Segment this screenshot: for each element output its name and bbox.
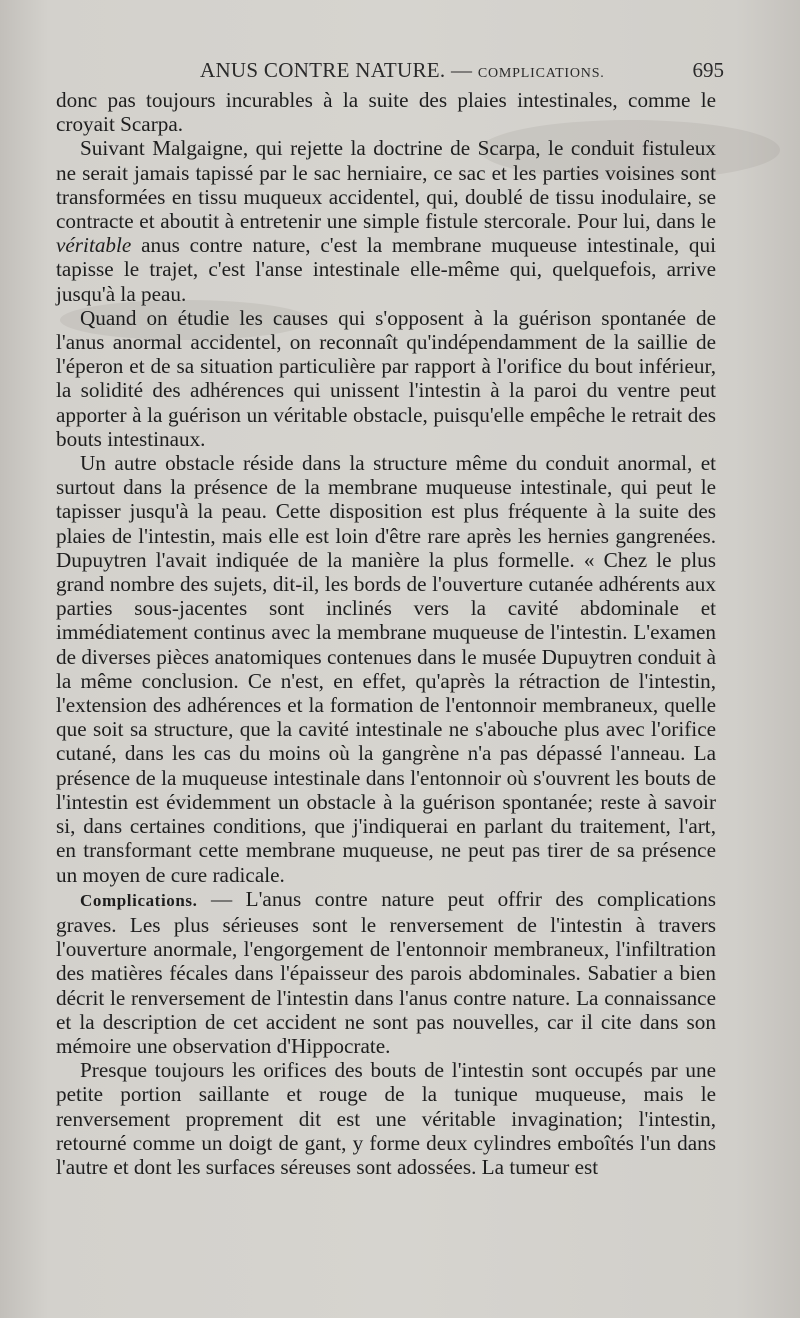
paragraph: Quand on étudie les causes qui s'opposent à la guérison spontanée de l'anus anormal accidentel, on reconnaît qu'indépendamment de la saillie de l'éperon et de sa situation particulière par rapport à l'orifice du bout inférieur, la solidité des adhérences qui unissent l'intestin à la paroi du ventre peut apporter à la guérison un véritable obstacle, puisqu'elle empêche le retrait des bouts intestinaux. [56,305,716,451]
running-title-sub: COMPLICATIONS. [477,66,605,81]
paragraph: donc pas toujours incurables à la suite des plaies intestinales, comme le croyait Scarpa. [56,88,716,137]
page-number: 695 [692,58,724,82]
emphasis-text: véritable [56,233,132,258]
running-title [200,58,605,83]
paragraph: Un autre obstacle réside dans la structure même du conduit anormal, et surtout dans la présence de la membrane muqueuse intestinale, qui peut le tapisser jusqu'à la peau. Cette disposition est plus fréquente à la suite des plaies de l'intestin, mais elle est loin d'être rare après les hernies gangrenées. Dupuytren l'avait indiquée de la manière la plus formelle. « Chez le plus grand nombre des sujets, dit-il, les bords de l'ouverture cutanée adhérents aux parties sous-jacentes sont inclinés vers la cavité abdominale et immédiatement continus avec la membrane muqueuse de l'intestin. L'examen de diverses pièces anatomiques contenues dans le musée Dupuytren conduit à la même conclusion. Ce n'est, en effet, qu'après la rétraction de l'intestin, l'extension des adhérences et la formation de l'entonnoir membraneux, quelle que soit sa structure, que la cavité intestinale ne s'abouche plus avec l'orifice cutané, dans les cas du moins où la gangrène n'a pas dépassé l'anneau. La présence de la muqueuse intestinale dans l'entonnoir où s'ouvrent les bouts de l'intestin est évidemment un obstacle à la guérison spontanée; reste à savoir si, dans certaines conditions, que j'indiquerai en parlant du traitement, l'art, en transformant cette membrane muqueuse, ne peut pas tirer de sa présence un moyen de cure radicale. [56,451,716,887]
running-title-main: ANUS CONTRE NATURE. — [200,58,473,82]
running-head [56,58,724,86]
paragraph [56,136,716,305]
paragraph: Presque toujours les orifices des bouts de l'intestin sont occupés par une petite portion saillante et rouge de la tunique muqueuse, mais le renversement proprement dit est une véritable invagination; l'intestin, retourné comme un doigt de gant, y forme deux cylindres emboîtés l'un dans l'autre et dont les surfaces séreuses sont adossées. La tumeur est [56,1058,716,1179]
paragraph-text: anus contre nature, c'est la membrane muqueuse intestinale, qui tapisse le trajet, c'est l'anse intestinale elle-même qui, quelquefois, arrive jusqu'à la peau. [56,233,716,306]
paragraph-text: — L'anus contre nature peut offrir des complications graves. Les plus sérieuses sont le renversement de l'intestin à travers l'ouverture anormale, l'engorgement de l'entonnoir membraneux, l'infiltration des matières fécales dans l'épaisseur des parois abdominales. Sabatier a bien décrit le renversement de l'intestin dans l'anus contre nature. La connaissance et la description de cet accident ne sont pas nouvelles, car il cite dans son mémoire une observation d'Hippocrate. [56,886,716,1058]
section-heading: Complications. [80,890,198,910]
paragraph [56,887,716,1058]
paragraph-text: Suivant Malgaigne, qui rejette la doctrine de Scarpa, le conduit fistuleux ne serait jamais tapissé par le sac herniaire, ce sac et les parties voisines sont transformées en tissu muqueux accidentel, qui, doublé de tissu inodulaire, se contracte et aboutit à entretenir une simple fistule stercorale. Pour lui, dans le [56,136,716,234]
body-text [56,88,716,1179]
